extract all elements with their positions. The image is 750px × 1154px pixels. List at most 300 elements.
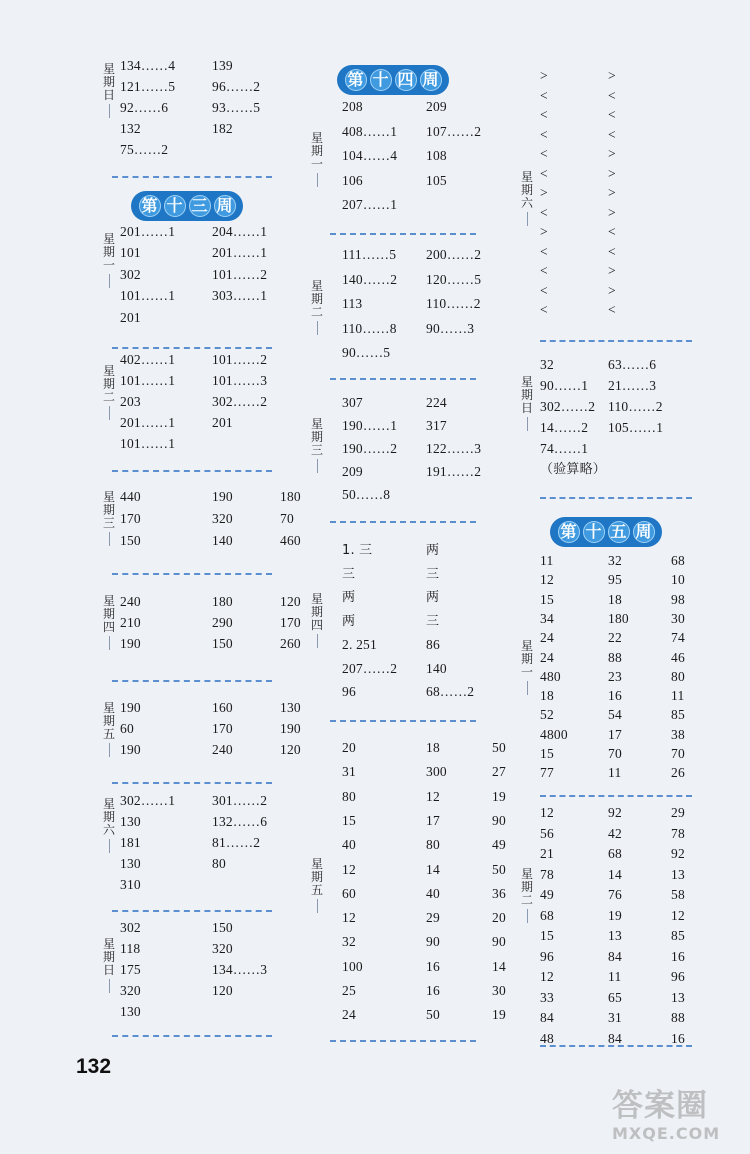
- answer-cell: 209: [342, 464, 363, 479]
- answer-cell: 140: [212, 533, 233, 548]
- week-heading-char: 第: [558, 521, 580, 543]
- answer-cell: 201……1: [212, 245, 268, 261]
- answer-cell: 120……5: [426, 271, 482, 287]
- answer-cell: 96: [671, 969, 685, 984]
- answer-cell: 12: [342, 910, 356, 926]
- answer-cell: 68……2: [426, 684, 475, 699]
- day-label-char: 星: [520, 867, 533, 881]
- day-label-rule: [317, 459, 318, 473]
- section-divider: [330, 720, 476, 722]
- answer-cell: 201: [212, 415, 233, 430]
- section-divider: [330, 233, 476, 235]
- answer-cell: 20: [342, 740, 356, 755]
- day-label-rule: [317, 321, 318, 335]
- answer-cell: 190: [120, 742, 141, 757]
- answer-cell: 50: [492, 740, 506, 755]
- answer-cell: 180: [280, 489, 301, 504]
- day-label-rule: [109, 636, 110, 650]
- day-label-char: 四: [102, 620, 115, 634]
- answer-cell: 132……6: [212, 814, 268, 829]
- day-label-char: 星: [310, 279, 323, 293]
- answer-cell: 208: [342, 99, 363, 114]
- answer-cell: <: [540, 263, 548, 278]
- answer-cell: 120: [280, 594, 301, 609]
- answer-cell: 120: [212, 983, 233, 998]
- answer-cell: 101……1: [120, 288, 176, 304]
- week-heading-char: 周: [633, 521, 655, 543]
- week-heading-char: 十: [583, 521, 605, 543]
- answer-cell: 139: [212, 58, 233, 73]
- answer-cell: 12: [671, 907, 685, 923]
- answer-cell: 48: [540, 1030, 554, 1046]
- answer-cell: <: [540, 107, 548, 122]
- answer-cell: 105……1: [608, 420, 664, 435]
- answer-cell: 14……2: [540, 420, 589, 435]
- answer-cell: 80: [212, 856, 226, 871]
- section-divider: [540, 340, 692, 342]
- day-label-char: 六: [102, 823, 115, 837]
- section-divider: [330, 378, 476, 380]
- answer-cell: 290: [212, 615, 233, 630]
- answer-cell: 15: [540, 928, 554, 943]
- answer-cell: 90: [492, 812, 506, 828]
- day-label: [519, 640, 535, 695]
- answer-cell: 68: [608, 846, 622, 861]
- answer-cell: 101……1: [120, 436, 176, 451]
- day-label: [101, 798, 117, 853]
- answer-cell: 46: [671, 649, 685, 665]
- answer-cell: 58: [671, 887, 685, 902]
- answer-cell: 200……2: [426, 247, 482, 262]
- section-divider: [540, 795, 692, 797]
- answer-cell: 40: [426, 885, 440, 901]
- answer-cell: 207……1: [342, 197, 398, 212]
- answer-cell: <: [540, 146, 548, 161]
- day-label-char: 日: [102, 963, 115, 977]
- answer-cell: 101……2: [212, 352, 268, 367]
- answer-cell: 122……3: [426, 441, 482, 456]
- answer-cell: 33: [540, 989, 554, 1005]
- answer-cell: 180: [608, 610, 629, 626]
- day-label-rule: [317, 634, 318, 648]
- answer-cell: 26: [671, 765, 685, 781]
- day-label-char: 星: [102, 62, 115, 76]
- day-label-rule: [109, 532, 110, 546]
- answer-cell: >: [540, 68, 548, 83]
- answer-cell: 30: [671, 610, 685, 626]
- day-label-char: 一: [520, 665, 533, 679]
- answer-cell: 130: [120, 1004, 141, 1019]
- answer-cell: 190: [280, 721, 301, 736]
- answer-cell: 240: [120, 594, 141, 609]
- answer-cell: 63……6: [608, 357, 657, 372]
- day-label: [101, 595, 117, 650]
- answer-cell: 101……3: [212, 373, 268, 388]
- answer-cell: >: [540, 185, 548, 200]
- answer-cell: <: [608, 126, 616, 142]
- answer-cell: 60: [342, 885, 356, 901]
- answer-cell: 78: [671, 825, 685, 841]
- answer-cell: 134……4: [120, 58, 176, 73]
- day-label: [101, 702, 117, 757]
- answer-cell: 两: [342, 613, 356, 629]
- week-heading-char: 五: [608, 521, 630, 543]
- answer-cell: 70: [280, 511, 294, 526]
- answer-cell: 106: [342, 172, 363, 188]
- day-label: [101, 233, 117, 288]
- answer-cell: <: [540, 282, 548, 298]
- section-divider: [112, 680, 272, 682]
- answer-cell: 320: [212, 511, 233, 526]
- day-label: [309, 280, 325, 335]
- answer-cell: 32: [342, 934, 356, 950]
- answer-cell: <: [540, 165, 548, 181]
- answer-cell: >: [608, 282, 616, 298]
- answer-cell: 108: [426, 148, 447, 163]
- day-label-rule: [109, 839, 110, 853]
- answer-cell: 201……1: [120, 415, 176, 430]
- answer-cell: 22: [608, 630, 622, 646]
- week-heading-char: 周: [214, 195, 236, 217]
- answer-cell: <: [540, 126, 548, 142]
- answer-cell: 25: [342, 983, 356, 998]
- day-label-rule: [109, 743, 110, 757]
- answer-cell: 92: [608, 805, 622, 820]
- answer-cell: 21……3: [608, 378, 657, 393]
- week-heading: [337, 65, 449, 95]
- day-label-char: 星: [310, 417, 323, 431]
- answer-cell: 130: [120, 814, 141, 829]
- day-label-char: 期: [102, 377, 115, 391]
- answer-cell: 181: [120, 835, 141, 850]
- answer-cell: 15: [540, 746, 554, 761]
- answer-cell: 32: [608, 553, 622, 568]
- answer-cell: 96……2: [212, 79, 261, 94]
- answer-cell: 307: [342, 395, 363, 410]
- answer-cell: 90: [426, 934, 440, 950]
- answer-cell: 190……2: [342, 441, 398, 456]
- answer-cell: 16: [671, 1030, 685, 1046]
- week-heading-char: 第: [139, 195, 161, 217]
- watermark-logo: [612, 1088, 744, 1150]
- answer-cell: 190: [120, 636, 141, 651]
- answer-cell: >: [608, 165, 616, 181]
- answer-cell: 18: [426, 740, 440, 755]
- section-divider: [112, 782, 272, 784]
- answer-cell: 132: [120, 121, 141, 136]
- answer-cell: 80: [342, 788, 356, 804]
- section-divider: [112, 910, 272, 912]
- answer-cell: 98: [671, 591, 685, 607]
- answer-cell: 96: [540, 948, 554, 964]
- answer-cell: 68: [540, 907, 554, 923]
- answer-cell: >: [608, 263, 616, 278]
- answer-cell: 80: [671, 668, 685, 684]
- answer-cell: 78: [540, 866, 554, 882]
- answer-cell: 224: [426, 395, 447, 410]
- answer-cell: 86: [426, 637, 440, 652]
- answer-cell: 12: [342, 861, 356, 877]
- answer-cell: 16: [426, 958, 440, 974]
- answer-cell: 121……5: [120, 79, 176, 94]
- day-label: [309, 132, 325, 187]
- answer-cell: 150: [120, 533, 141, 548]
- answer-cell: 74……1: [540, 441, 589, 456]
- answer-cell: 20: [492, 910, 506, 926]
- answer-cell: 31: [342, 764, 356, 780]
- answer-cell: <: [608, 107, 616, 122]
- day-label-char: 星: [102, 364, 115, 378]
- day-label-char: 期: [102, 810, 115, 824]
- answer-cell: 130: [280, 700, 301, 715]
- answer-cell: 107……2: [426, 123, 482, 139]
- answer-cell: >: [608, 146, 616, 161]
- day-label-char: 三: [102, 516, 115, 530]
- answer-cell: 16: [671, 948, 685, 964]
- week-heading-char: 周: [420, 69, 442, 91]
- answer-cell: 113: [342, 296, 363, 311]
- answer-cell: 85: [671, 707, 685, 723]
- answer-cell: 54: [608, 707, 622, 723]
- day-label: [309, 858, 325, 913]
- day-label-char: 星: [102, 232, 115, 246]
- answer-cell: 52: [540, 707, 554, 723]
- answer-cell: 190: [212, 489, 233, 504]
- day-label-char: 期: [310, 292, 323, 306]
- answer-cell: 88: [671, 1010, 685, 1025]
- day-label-char: 一: [102, 258, 115, 272]
- answer-cell: 440: [120, 489, 141, 504]
- answer-cell: 36: [492, 885, 506, 901]
- answer-cell: 95: [608, 572, 622, 588]
- day-label-char: 期: [520, 652, 533, 666]
- answer-cell: 12: [540, 572, 554, 588]
- answer-cell: 90……5: [342, 345, 391, 360]
- week-heading: [131, 191, 243, 221]
- day-label-char: 期: [102, 607, 115, 621]
- answer-cell: 190: [120, 700, 141, 715]
- day-label: [519, 868, 535, 923]
- answer-cell: 14: [608, 866, 622, 882]
- answer-cell: 402……1: [120, 352, 176, 367]
- answer-cell: >: [608, 68, 616, 83]
- answer-cell: 68: [671, 553, 685, 568]
- answer-cell: 31: [608, 1010, 622, 1025]
- day-label-char: 六: [520, 196, 533, 210]
- day-label-char: 期: [310, 144, 323, 158]
- answer-cell: <: [540, 204, 548, 220]
- day-label-char: 星: [520, 170, 533, 184]
- week-heading: [550, 517, 662, 547]
- day-label: [309, 418, 325, 473]
- answer-cell: 56: [540, 825, 554, 841]
- answer-cell: 303……1: [212, 288, 268, 304]
- answer-cell: 29: [671, 805, 685, 820]
- day-label-char: 期: [520, 183, 533, 197]
- answer-cell: 302: [120, 266, 141, 282]
- answer-cell: 260: [280, 636, 301, 651]
- answer-cell: <: [540, 243, 548, 259]
- answer-cell: 300: [426, 764, 447, 780]
- answer-cell: 191……2: [426, 464, 482, 479]
- answer-cell: 207……2: [342, 660, 398, 676]
- page-number: 132: [76, 1055, 112, 1078]
- answer-cell: <: [608, 224, 616, 239]
- week-heading-char: 第: [345, 69, 367, 91]
- answer-cell: 77: [540, 765, 554, 781]
- answer-cell: 101: [120, 245, 141, 261]
- answer-cell: <: [540, 302, 548, 317]
- answer-cell: 201……1: [120, 224, 176, 239]
- answer-cell: 170: [280, 615, 301, 630]
- answer-cell: 50: [426, 1007, 440, 1023]
- day-label-char: 期: [310, 605, 323, 619]
- answer-cell: <: [608, 302, 616, 317]
- answer-cell: 90: [492, 934, 506, 950]
- answer-cell: 310: [120, 877, 141, 892]
- day-label-rule: [527, 417, 528, 431]
- day-label-rule: [109, 274, 110, 288]
- answer-cell: 210: [120, 615, 141, 630]
- answer-cell: 42: [608, 825, 622, 841]
- answer-cell: 1. 三: [342, 543, 373, 558]
- answer-cell: 190……1: [342, 418, 398, 433]
- week-heading-char: 四: [395, 69, 417, 91]
- answer-cell: 32: [540, 357, 554, 372]
- answer-cell: 104……4: [342, 148, 398, 163]
- section-divider: [330, 1040, 476, 1042]
- answer-cell: 49: [492, 837, 506, 853]
- day-label-char: 期: [520, 880, 533, 894]
- answer-cell: 180: [212, 594, 233, 609]
- answer-cell: 三: [426, 613, 440, 629]
- answer-cell: 182: [212, 121, 233, 136]
- day-label-char: 二: [102, 390, 115, 404]
- answer-cell: 140……2: [342, 271, 398, 287]
- answer-cell: <: [608, 243, 616, 259]
- answer-cell: 12: [540, 969, 554, 984]
- answer-cell: 90……1: [540, 378, 589, 393]
- day-label-rule: [317, 173, 318, 187]
- day-label-char: 三: [310, 443, 323, 457]
- answer-cell: 两: [426, 543, 440, 558]
- answer-cell: 10: [671, 572, 685, 588]
- answer-cell: 三: [342, 566, 356, 582]
- day-label-char: 二: [520, 893, 533, 907]
- day-label-rule: [527, 212, 528, 226]
- answer-cell: 90……3: [426, 320, 475, 336]
- day-label-char: 期: [310, 430, 323, 444]
- answer-cell: 4800: [540, 726, 568, 742]
- answer-cell: 320: [120, 983, 141, 998]
- day-label-rule: [527, 909, 528, 923]
- day-label: [309, 593, 325, 648]
- answer-cell: 240: [212, 742, 233, 757]
- day-label: [519, 171, 535, 226]
- answer-cell: 81……2: [212, 835, 261, 850]
- answer-cell: 203: [120, 394, 141, 409]
- day-label-char: 星: [102, 701, 115, 715]
- answer-cell: 110……8: [342, 320, 397, 336]
- answer-cell: 13: [671, 989, 685, 1005]
- answer-cell: 两: [342, 590, 356, 605]
- day-label-rule: [317, 899, 318, 913]
- day-label-rule: [527, 681, 528, 695]
- section-divider: [112, 573, 272, 575]
- day-label-char: 星: [102, 490, 115, 504]
- answer-cell: 13: [671, 866, 685, 882]
- answer-cell: 209: [426, 99, 447, 114]
- answer-cell: 15: [342, 812, 356, 828]
- answer-cell: 201: [120, 309, 141, 325]
- answer-cell: 65: [608, 989, 622, 1005]
- day-label-char: 期: [520, 388, 533, 402]
- week-heading-char: 三: [189, 195, 211, 217]
- answer-cell: 92……6: [120, 100, 169, 115]
- answer-cell: 84: [608, 948, 622, 964]
- answer-cell: 50……8: [342, 487, 391, 502]
- answer-cell: 17: [426, 812, 440, 828]
- answer-cell: 84: [608, 1030, 622, 1046]
- answer-cell: 11: [540, 553, 554, 568]
- day-label-char: 期: [102, 503, 115, 517]
- answer-cell: 18: [540, 688, 554, 704]
- answer-cell: 16: [426, 983, 440, 998]
- watermark-en: MXQE.COM: [612, 1124, 721, 1143]
- answer-cell: 302: [120, 920, 141, 935]
- answer-cell: 134……3: [212, 962, 268, 977]
- day-label-char: 星: [102, 937, 115, 951]
- day-label-rule: [109, 406, 110, 420]
- answer-cell: 12: [540, 805, 554, 820]
- day-label-char: 四: [310, 618, 323, 632]
- answer-cell: >: [608, 204, 616, 220]
- day-label-char: 一: [310, 157, 323, 171]
- answer-cell: 170: [120, 511, 141, 526]
- section-divider: [540, 497, 692, 499]
- answer-cell: 160: [212, 700, 233, 715]
- day-label-char: 星: [310, 857, 323, 871]
- answer-cell: 16: [608, 688, 622, 704]
- answer-cell: 110……2: [608, 399, 663, 414]
- answer-cell: 100: [342, 958, 363, 974]
- answer-cell: 120: [280, 742, 301, 757]
- day-label: [101, 938, 117, 993]
- section-divider: [112, 347, 272, 349]
- answer-cell: >: [608, 185, 616, 200]
- answer-cell: 80: [426, 837, 440, 853]
- answer-cell: 14: [492, 958, 506, 974]
- day-label: [519, 376, 535, 431]
- answer-cell: 11: [608, 969, 622, 984]
- answer-cell: 110……2: [426, 296, 481, 311]
- answer-cell: 13: [608, 928, 622, 943]
- section-divider: [330, 521, 476, 523]
- answer-cell: 92: [671, 846, 685, 861]
- answer-cell: 27: [492, 764, 506, 780]
- day-label-rule: [109, 979, 110, 993]
- answer-cell: 140: [426, 660, 447, 676]
- day-label-char: 期: [102, 714, 115, 728]
- answer-cell: 150: [212, 920, 233, 935]
- day-label-char: 日: [520, 401, 533, 415]
- answer-cell: 408……1: [342, 123, 398, 139]
- week-heading-char: 十: [370, 69, 392, 91]
- answer-cell: 50: [492, 861, 506, 877]
- watermark-cn: 答案圈: [612, 1088, 708, 1124]
- answer-cell: 12: [426, 788, 440, 804]
- answer-cell: 24: [342, 1007, 356, 1023]
